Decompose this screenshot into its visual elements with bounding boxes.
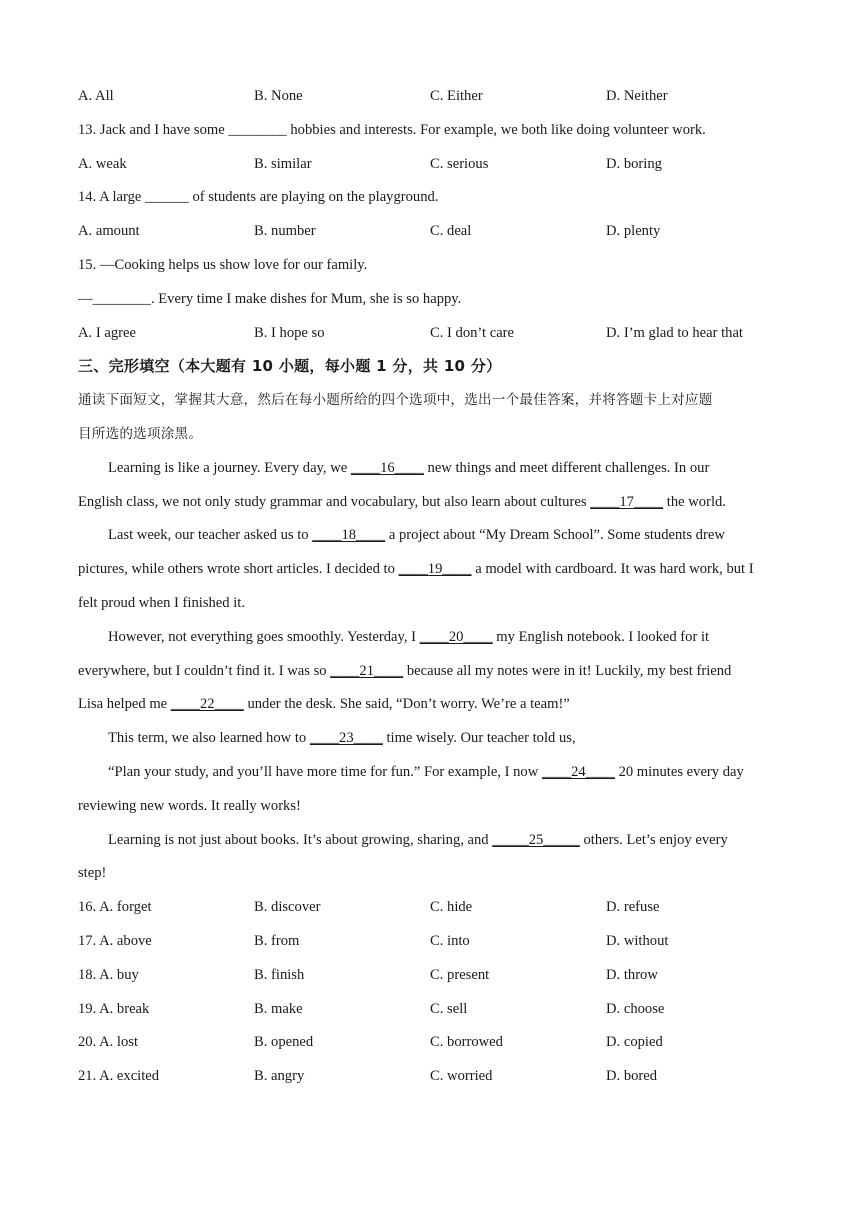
blank-19: ____19____ [398,561,472,578]
passage-text: the world. [666,493,726,510]
option-a: 16. A. forget [78,899,152,916]
passage-line [78,857,790,891]
q13-options [78,148,790,182]
blank-22: ____22____ [170,696,244,713]
q19-options [78,993,790,1027]
q13-stem: 13. Jack and I have some ________ hobbies and interests. For example, we both like doing volunteer work. [78,121,706,138]
q20-options [78,1026,790,1060]
option-d: D. choose [606,1000,665,1017]
option-a: 18. A. buy [78,966,139,983]
passage-text: under the desk. She said, “Don’t worry. We’re a team!” [247,696,570,713]
q15-reply: —________. Every time I make dishes for Mum, she is so happy. [78,290,462,307]
passage-text: reviewing new words. It really works! [78,797,301,814]
passage-text: Learning is not just about books. It’s about growing, sharing, and [108,831,489,848]
option-d: D. bored [606,1068,658,1085]
option-c: C. worried [430,1068,493,1085]
passage-text: Learning is like a journey. Every day, we [108,459,348,476]
option-c: C. into [430,932,470,949]
option-b: B. from [254,932,300,949]
blank-17: ____17____ [590,493,664,510]
option-b: B. I hope so [254,324,325,341]
passage-line [78,688,790,722]
passage-line [78,452,790,486]
option-c: C. sell [430,1000,468,1017]
q18-options [78,959,790,993]
option-a: A. All [78,88,114,104]
passage-line [78,722,790,756]
option-b: B. number [254,223,316,240]
exam-page [78,80,790,1094]
option-a: A. I agree [78,324,136,341]
option-a: A. amount [78,223,140,240]
option-a: A. weak [78,155,127,172]
passage-line [78,655,790,689]
passage-line [78,519,790,553]
passage-line [78,756,790,790]
passage-text: step! [78,865,107,882]
q15-options [78,317,790,351]
q17-options [78,925,790,959]
option-c: C. I don’t care [430,324,515,341]
option-b: B. angry [254,1068,305,1085]
passage-text: felt proud when I finished it. [78,594,245,611]
passage-text: everywhere, but I couldn’t find it. I was so [78,662,327,679]
section-heading: 三、完形填空（本大题有 10 小题，每小题 1 分，共 10 分） [78,357,502,376]
option-d: D. plenty [606,223,661,240]
option-b: B. make [254,1000,303,1017]
passage-text: Lisa helped me [78,696,168,713]
option-b: B. discover [254,899,321,916]
passage-line [78,790,790,824]
passage-text: my English notebook. I looked for it [496,628,710,645]
blank-16: ____16____ [350,459,424,476]
passage-text: time wisely. Our teacher told us, [386,730,576,747]
passage-text: pictures, while others wrote short articles. I decided to [78,561,395,578]
q16-options [78,891,790,925]
blank-20: ____20____ [419,628,493,645]
passage-line [78,824,790,858]
option-d: D. boring [606,155,662,172]
passage-line [78,553,790,587]
option-a: 21. A. excited [78,1068,160,1085]
passage-line [78,621,790,655]
q15-stem: 15. —Cooking helps us show love for our family. [78,256,368,273]
q14-stem: 14. A large ______ of students are playing on the playground. [78,189,439,206]
passage-text: a model with cardboard. It was hard work, but I [475,561,754,578]
passage-text: This term, we also learned how to [108,730,307,747]
passage-text: However, not everything goes smoothly. Yesterday, I [108,628,416,645]
q14-options [78,215,790,249]
blank-18: ____18____ [312,527,386,544]
option-a: 20. A. lost [78,1034,139,1051]
passage-text: because all my notes were in it! Luckily, my best friend [406,662,732,679]
section-instruction-line2: 目所选的选项涂黑。 [78,425,203,442]
option-d: D. without [606,932,669,949]
blank-23: ____23____ [309,730,383,747]
blank-21: ____21____ [330,662,404,679]
blank-24: ____24____ [541,763,615,780]
option-b: B. None [254,88,303,104]
option-d: D. copied [606,1034,663,1051]
option-c: C. hide [430,899,473,916]
q12-options [78,80,790,114]
option-d: D. refuse [606,899,660,916]
option-c: C. borrowed [430,1034,503,1051]
passage-text: others. Let’s enjoy every [583,831,728,848]
q21-options [78,1060,790,1094]
passage-text: English class, we not only study grammar and vocabulary, but also learn about cultures [78,493,587,510]
option-b: B. opened [254,1034,314,1051]
option-c: C. serious [430,155,489,172]
passage-line [78,486,790,520]
passage-text: Last week, our teacher asked us to [108,527,309,544]
option-d: D. Neither [606,88,668,104]
option-c: C. deal [430,223,472,240]
blank-25: _____25_____ [492,831,580,848]
option-a: 19. A. break [78,1000,150,1017]
option-b: B. finish [254,966,305,983]
passage-text: “Plan your study, and you’ll have more time for fun.” For example, I now [108,763,539,780]
option-c: C. present [430,966,490,983]
section-instruction-line1: 通读下面短文，掌握其大意，然后在每小题所给的四个选项中，选出一个最佳答案，并将答题卡上对应题 [78,392,713,409]
option-d: D. throw [606,966,658,983]
passage-text: a project about “My Dream School”. Some students drew [388,527,725,544]
option-a: 17. A. above [78,932,152,949]
option-c: C. Either [430,88,483,104]
option-d: D. I’m glad to hear that [606,324,743,341]
option-b: B. similar [254,155,312,172]
passage-text: 20 minutes every day [618,763,744,780]
passage-line [78,587,790,621]
passage-text: new things and meet different challenges. In our [427,459,710,476]
